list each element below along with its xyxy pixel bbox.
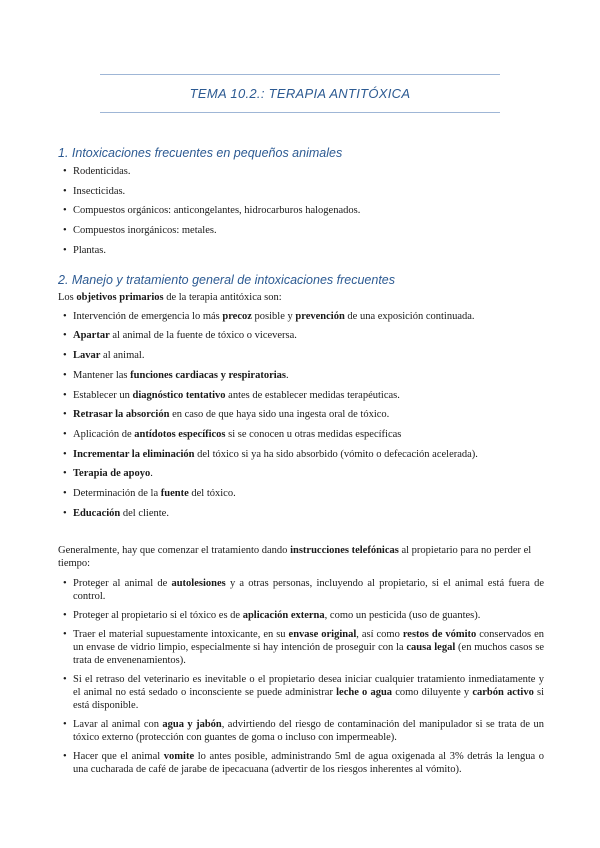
list-item: • Incrementar la eliminación del tóxico si ya ha sido absorbido (vómito o defecación acelerada). bbox=[58, 448, 544, 461]
list-item: • Aplicación de antídotos específicos si se conocen u otras medidas específicas bbox=[58, 428, 544, 441]
title-bottom-rule bbox=[100, 112, 500, 113]
list-item: • Retrasar la absorción en caso de que haya sido una ingesta oral de tóxico. bbox=[58, 408, 544, 421]
title-top-rule bbox=[100, 74, 500, 75]
phone-instructions-list bbox=[58, 577, 544, 776]
list-item: • Compuestos orgánicos: anticongelantes, hidrocarburos halogenados. bbox=[58, 204, 544, 217]
list-item: • Si el retraso del veterinario es inevitable o el propietario desea iniciar cualquier tratamiento inmediatamente y el animal no está sedado o inconsciente se puede administrar leche o agua como diluyente y carbón activo si está disponible. bbox=[58, 673, 544, 712]
page-title: TEMA 10.2.: TERAPIA ANTITÓXICA bbox=[189, 86, 411, 101]
document-body bbox=[58, 139, 544, 782]
list-item: • Insecticidas. bbox=[58, 185, 544, 198]
list-item: • Determinación de la fuente del tóxico. bbox=[58, 487, 544, 500]
list-item: • Traer el material supuestamente intoxicante, en su envase original, así como restos de vómito conservados en un envase de vidrio limpio, especialmente si hay intención de proseguir con la causa legal (en muchos casos se trata de envenenamientos). bbox=[58, 628, 544, 667]
list-item: • Educación del cliente. bbox=[58, 507, 544, 520]
list-item: • Intervención de emergencia lo más precoz posible y prevención de una exposición continuada. bbox=[58, 310, 544, 323]
list-item: • Proteger al animal de autolesiones y a otras personas, incluyendo al propietario, si el animal está fuera de control. bbox=[58, 577, 544, 603]
objectives-intro: Los objetivos primarios de la terapia antitóxica son: bbox=[58, 291, 282, 303]
list-item: • Establecer un diagnóstico tentativo antes de establecer medidas terapéuticas. bbox=[58, 389, 544, 402]
list-item: • Terapia de apoyo. bbox=[58, 467, 544, 480]
list-item: • Apartar al animal de la fuente de tóxico o viceversa. bbox=[58, 329, 544, 342]
list-item: • Rodenticidas. bbox=[58, 165, 544, 178]
list-item: • Compuestos inorgánicos: metales. bbox=[58, 224, 544, 237]
list-item: • Proteger al propietario si el tóxico es de aplicación externa, como un pesticida (uso de guantes). bbox=[58, 609, 544, 622]
phone-instructions-intro: Generalmente, hay que comenzar el tratamiento dando instrucciones telefónicas al propietario para no perder el tiempo: bbox=[58, 544, 532, 569]
list-item: • Lavar al animal. bbox=[58, 349, 544, 362]
list-item: • Plantas. bbox=[58, 244, 544, 257]
objectives-list bbox=[58, 310, 544, 520]
section-1-heading: 1. Intoxicaciones frecuentes en pequeños animales bbox=[58, 146, 343, 160]
section-2-heading: 2. Manejo y tratamiento general de intoxicaciones frecuentes bbox=[58, 272, 395, 287]
section-1-list bbox=[58, 165, 544, 257]
list-item: • Lavar al animal con agua y jabón, advirtiendo del riesgo de contaminación del manipulador si se trata de un tóxico externo (protección con guantes de goma o incluso con impermeable). bbox=[58, 718, 544, 744]
list-item: • Hacer que el animal vomite lo antes posible, administrando 5ml de agua oxigenada al 3% detrás la lengua o una cucharada de café de jarabe de ipecacuana (advertir de los riesgos inherentes al vómito). bbox=[58, 750, 544, 776]
list-item: • Mantener las funciones cardiacas y respiratorias. bbox=[58, 369, 544, 382]
